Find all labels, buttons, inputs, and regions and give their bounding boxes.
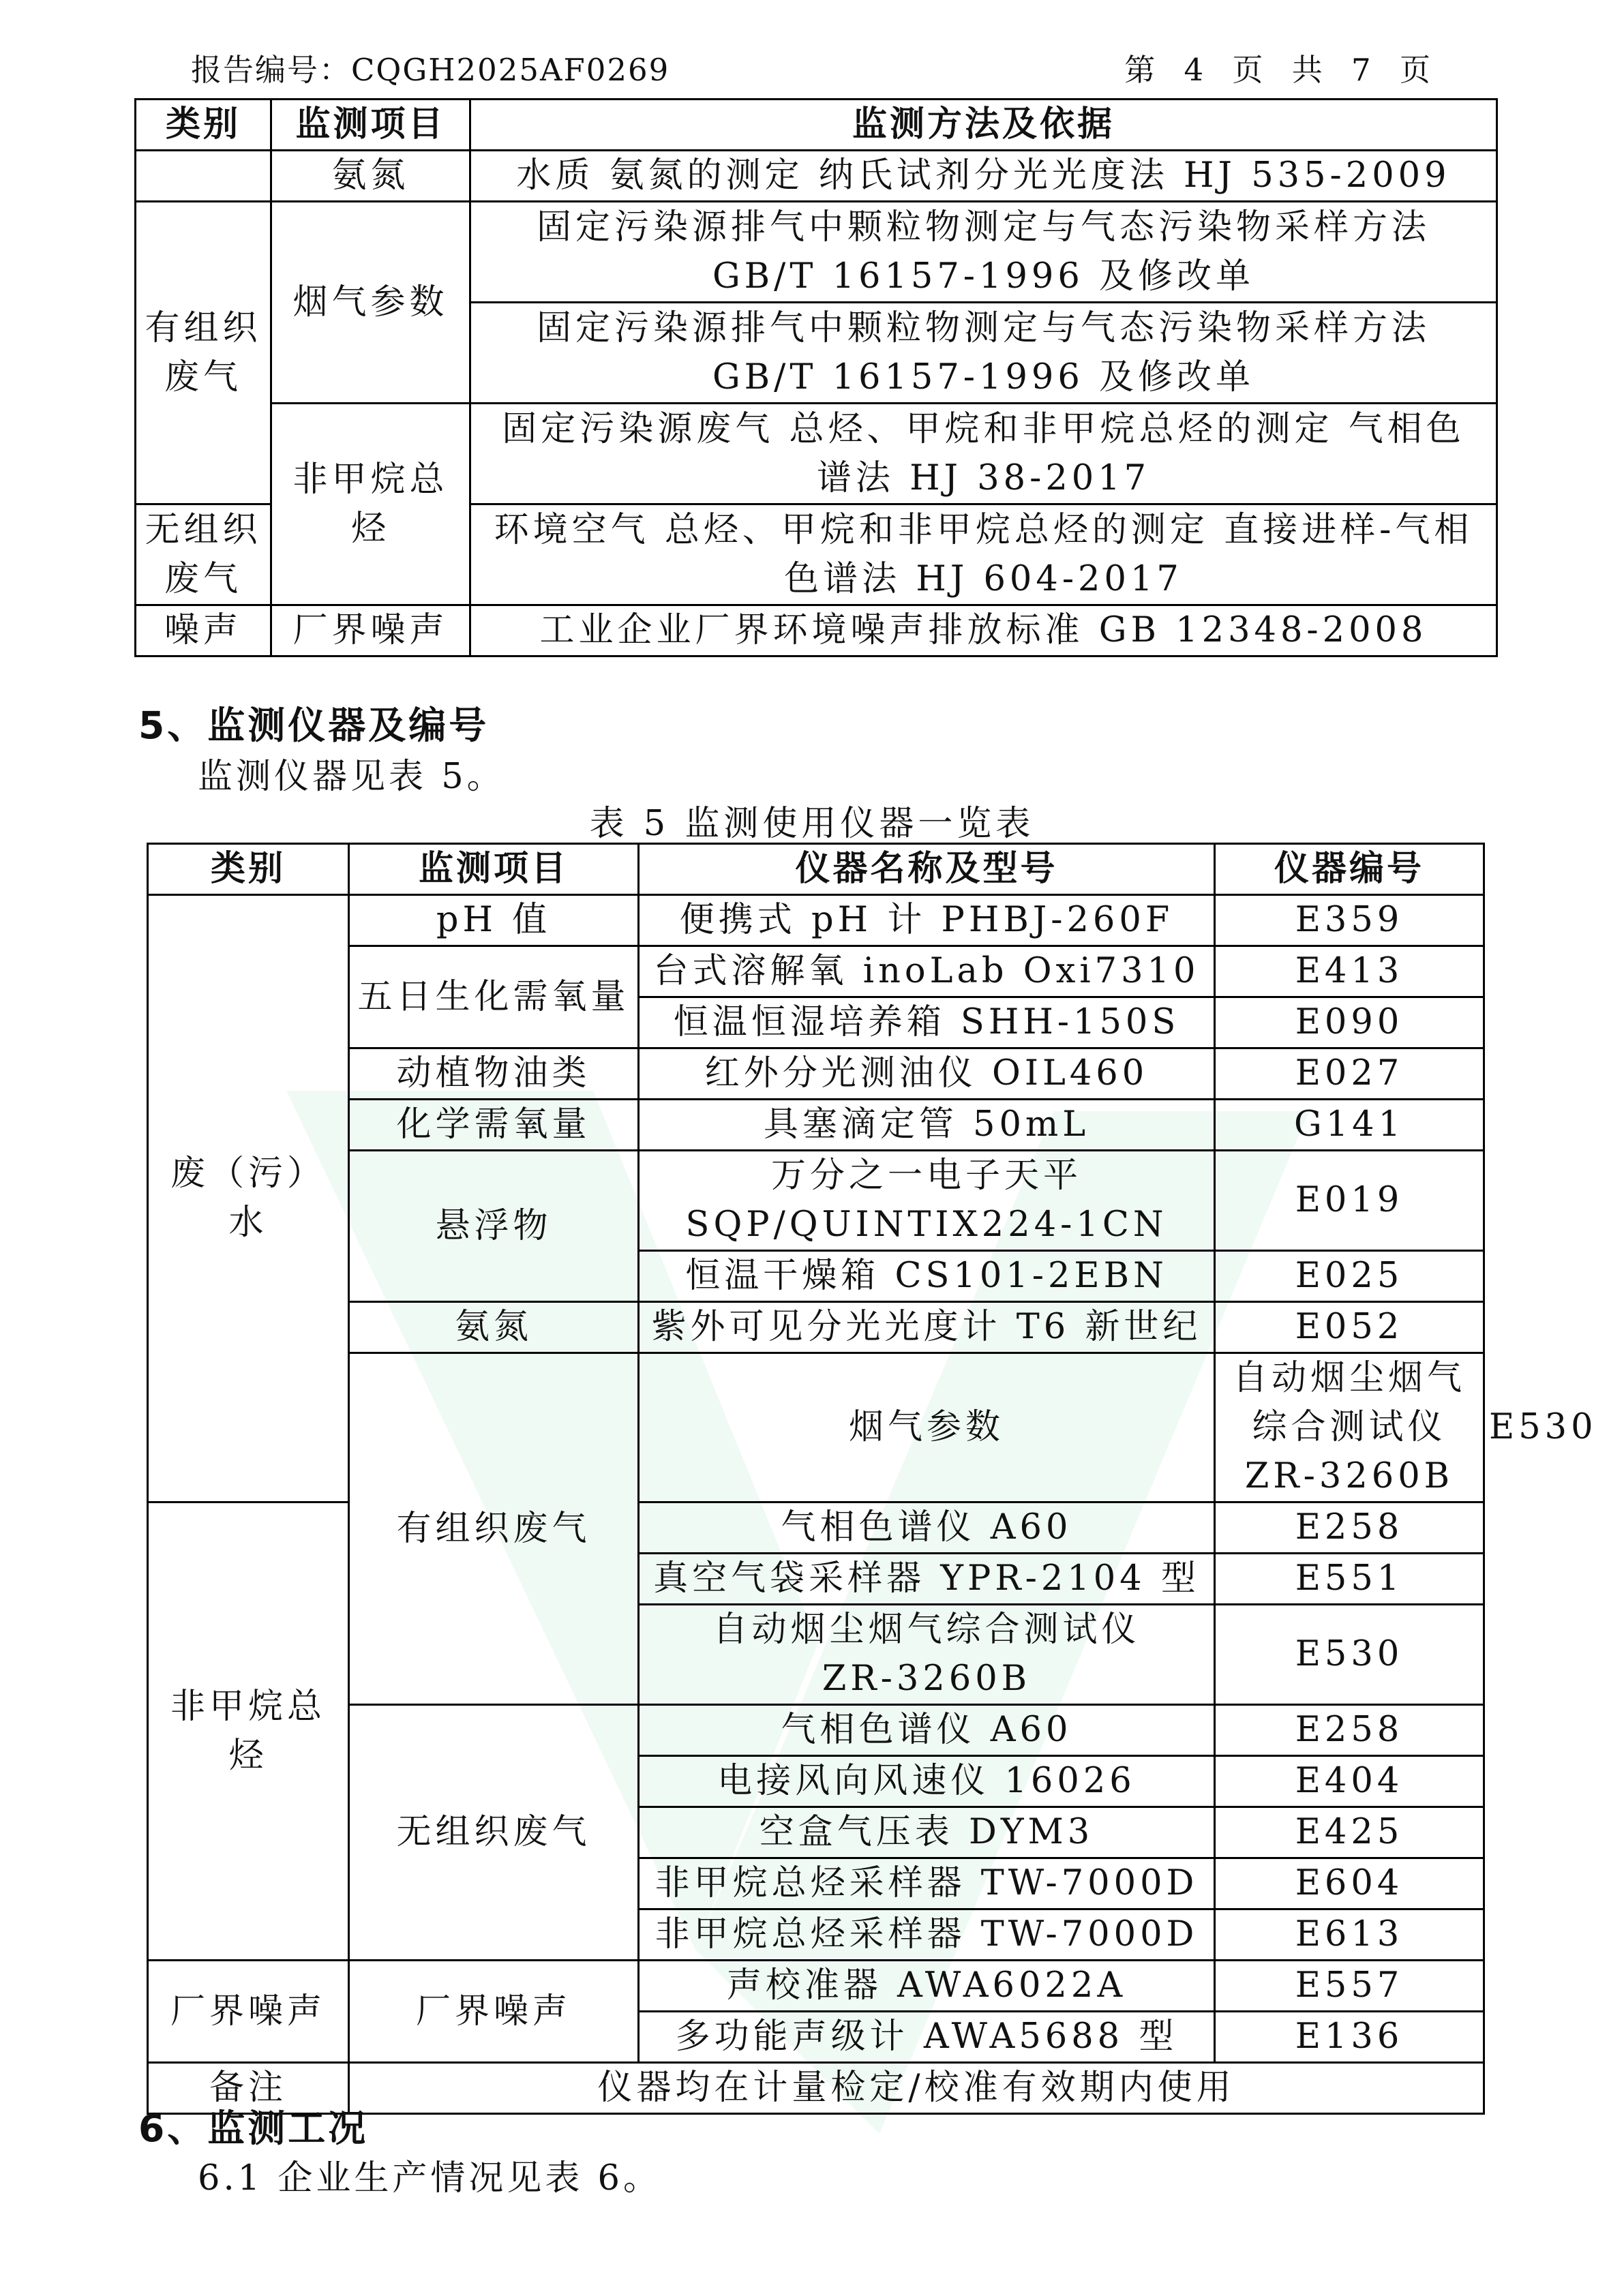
note-text: 仪器均在计量检定/校准有效期内使用 (349, 2063, 1484, 2114)
code-cell: E613 (1215, 1909, 1484, 1961)
instrument-cell: 非甲烷总烃采样器 TW-7000D (639, 1858, 1215, 1909)
table-row (136, 202, 1497, 303)
section6-text: 6.1 企业生产情况见表 6。 (198, 2158, 661, 2199)
instrument-cell: 空盒气压表 DYM3 (639, 1807, 1215, 1858)
instrument-cell: 恒温恒湿培养箱 SHH-150S (639, 997, 1215, 1048)
instrument-cell: 紫外可见分光光度计 T6 新世纪 (639, 1302, 1215, 1353)
item-cell: 非甲烷总烃 (271, 404, 470, 605)
instrument-cell: 电接风向风速仪 16026 (639, 1756, 1215, 1807)
table-row (148, 895, 1484, 946)
code-cell: E413 (1215, 946, 1484, 997)
category-cell: 噪声 (136, 605, 271, 656)
section6-title: 6、监测工况 (138, 2106, 369, 2150)
category-cell: 有组织废气 (136, 202, 271, 504)
instrument-cell: 红外分光测油仪 OIL460 (639, 1048, 1215, 1100)
item-cell: 非甲烷总烃 (148, 1502, 349, 1961)
th-instrument: 仪器名称及型号 (639, 844, 1215, 895)
instrument-cell: 多功能声级计 AWA5688 型 (639, 2012, 1215, 2063)
instrument-table (147, 843, 1597, 2115)
page-info: 第 4 页 共 7 页 (1124, 52, 1440, 88)
note-label: 备注 (148, 2063, 349, 2114)
method-cell: 水质 氨氮的测定 纳氏试剂分光光度法 HJ 535-2009 (470, 151, 1497, 202)
code-cell: E019 (1215, 1151, 1484, 1251)
item-cell: 动植物油类 (349, 1048, 639, 1100)
table-row (136, 151, 1497, 202)
category-cell: 无组织废气 (136, 504, 271, 605)
code-cell: E604 (1215, 1858, 1484, 1909)
instrument-cell: 非甲烷总烃采样器 TW-7000D (639, 1909, 1215, 1961)
instrument-cell: 自动烟尘烟气综合测试仪 ZR-3260B (1215, 1353, 1484, 1502)
code-cell: E052 (1215, 1302, 1484, 1353)
table-row (148, 1502, 1484, 1554)
code-cell: E025 (1215, 1251, 1484, 1302)
instrument-cell: 万分之一电子天平 SQP/QUINTIX224-1CN (639, 1151, 1215, 1251)
code-cell: E258 (1215, 1705, 1484, 1756)
section5-title: 5、监测仪器及编号 (138, 704, 490, 747)
item-cell: 厂界噪声 (271, 605, 470, 656)
th-method: 监测方法及依据 (470, 100, 1497, 151)
th-code: 仪器编号 (1215, 844, 1484, 895)
instrument-cell: 具塞滴定管 50mL (639, 1100, 1215, 1151)
category-cell: 无组织废气 (349, 1705, 639, 1961)
code-cell: E530 (1215, 1605, 1484, 1705)
code-cell: E136 (1215, 2012, 1484, 2063)
th-category: 类别 (136, 100, 271, 151)
item-cell: 氨氮 (349, 1302, 639, 1353)
item-cell: 五日生化需氧量 (349, 946, 639, 1048)
item-cell: 烟气参数 (639, 1353, 1215, 1502)
category-cell: 有组织废气 (349, 1353, 639, 1705)
instrument-cell: 声校准器 AWA6022A (639, 1961, 1215, 2012)
item-cell: 烟气参数 (271, 202, 470, 404)
table5-caption: 表 5 监测使用仪器一览表 (589, 804, 1035, 844)
method-table (134, 98, 1498, 657)
method-cell: 固定污染源排气中颗粒物测定与气态污染物采样方法 GB/T 16157-1996 及修改单 (470, 303, 1497, 404)
method-cell: 工业企业厂界环境噪声排放标准 GB 12348-2008 (470, 605, 1497, 656)
item-cell: 氨氮 (271, 151, 470, 202)
method-cell: 固定污染源排气中颗粒物测定与气态污染物采样方法 GB/T 16157-1996 及修改单 (470, 202, 1497, 303)
report-number: 报告编号：CQGH2025AF0269 (191, 52, 670, 88)
code-cell: E404 (1215, 1756, 1484, 1807)
code-cell: G141 (1215, 1100, 1484, 1151)
section5-text: 监测仪器见表 5。 (198, 757, 505, 797)
instrument-cell: 台式溶解氧 inoLab Oxi7310 (639, 946, 1215, 997)
instrument-cell: 便携式 pH 计 PHBJ-260F (639, 895, 1215, 946)
code-cell: E425 (1215, 1807, 1484, 1858)
method-cell: 环境空气 总烃、甲烷和非甲烷总烃的测定 直接进样-气相 色谱法 HJ 604-2017 (470, 504, 1497, 605)
code-cell: E359 (1215, 895, 1484, 946)
code-cell: E258 (1215, 1502, 1484, 1554)
table-row: 有组织废气 烟气参数 自动烟尘烟气综合测试仪 ZR-3260B E530 (148, 1353, 1484, 1502)
item-cell: 化学需氧量 (349, 1100, 639, 1151)
method-cell: 固定污染源废气 总烃、甲烷和非甲烷总烃的测定 气相色 谱法 HJ 38-2017 (470, 404, 1497, 504)
table-row (148, 1961, 1484, 2012)
category-cell: 废（污）水 (148, 895, 349, 1502)
table-row (136, 605, 1497, 656)
th-category: 类别 (148, 844, 349, 895)
code-cell: E557 (1215, 1961, 1484, 2012)
code-cell: E551 (1215, 1554, 1484, 1605)
instrument-cell: 自动烟尘烟气综合测试仪 ZR-3260B (639, 1605, 1215, 1705)
code-cell: E090 (1215, 997, 1484, 1048)
item-cell: pH 值 (349, 895, 639, 946)
code-cell: E027 (1215, 1048, 1484, 1100)
instrument-cell: 气相色谱仪 A60 (639, 1705, 1215, 1756)
item-cell: 厂界噪声 (349, 1961, 639, 2063)
th-item: 监测项目 (271, 100, 470, 151)
item-cell: 悬浮物 (349, 1151, 639, 1302)
instrument-cell: 真空气袋采样器 YPR-2104 型 (639, 1554, 1215, 1605)
instrument-cell: 气相色谱仪 A60 (639, 1502, 1215, 1554)
table-row (136, 404, 1497, 504)
th-item: 监测项目 (349, 844, 639, 895)
category-cell: 厂界噪声 (148, 1961, 349, 2063)
instrument-cell: 恒温干燥箱 CS101-2EBN (639, 1251, 1215, 1302)
